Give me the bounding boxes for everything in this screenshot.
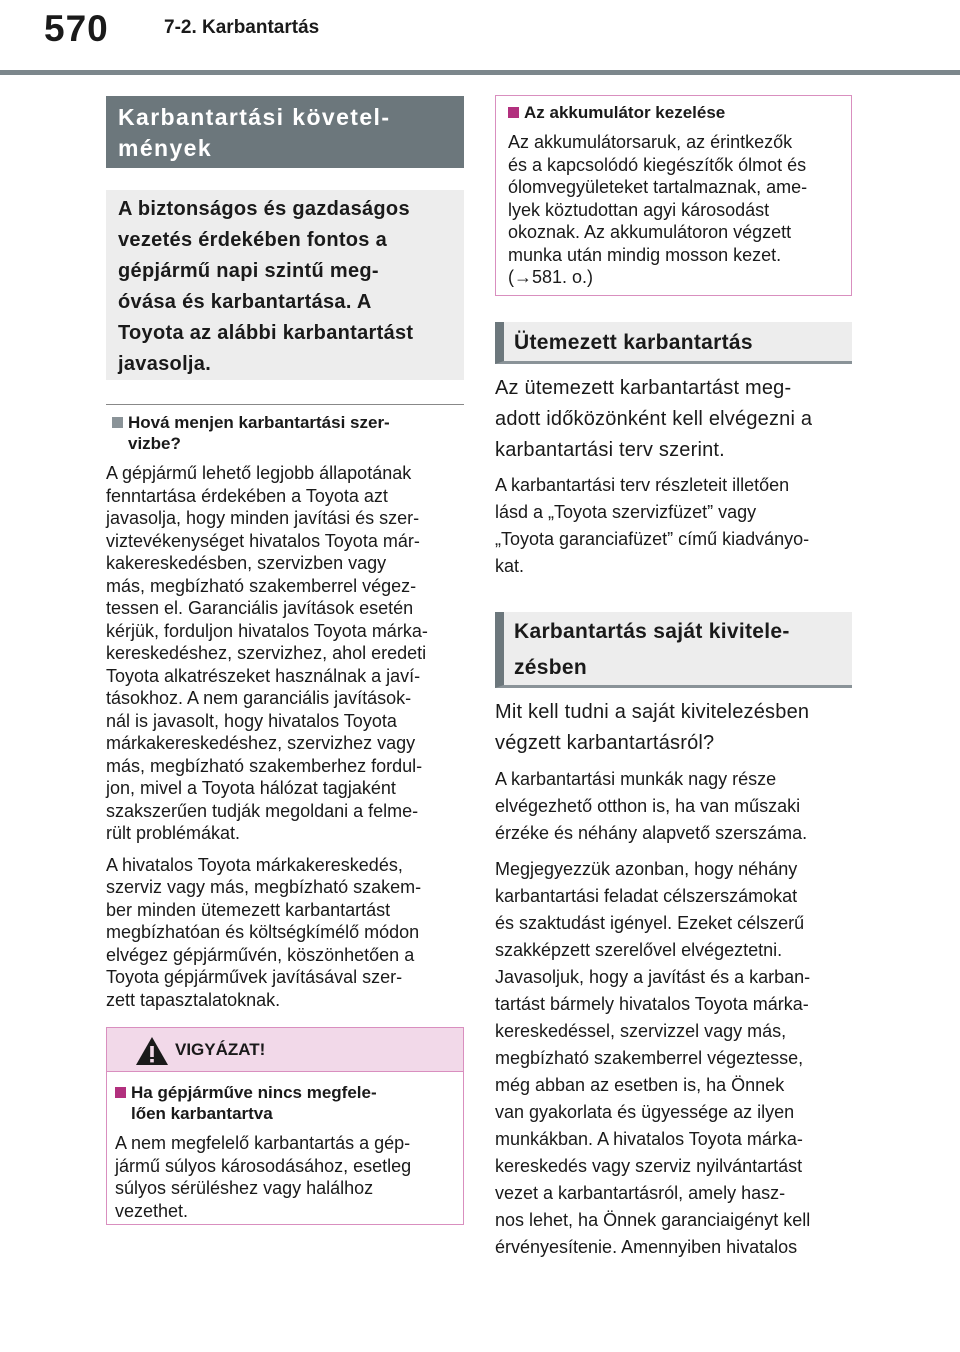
lead-line: karbantartási terv szerint. — [495, 439, 725, 461]
text-line: A karbantartási terv részleteit illetően — [495, 475, 790, 495]
text-line: ber minden ütemezett karbantartást — [106, 899, 391, 920]
text-line: kérjük, forduljon hivatalos Toyota márka- — [106, 620, 428, 641]
intro-line: Toyota az alábbi karbantartást — [118, 322, 414, 344]
text-line: A gépjármű lehető legjobb állapotának — [106, 463, 412, 483]
square-bullet-icon — [115, 1087, 126, 1098]
text-line: viztevékenységet hivatalos Toyota már- — [106, 530, 420, 551]
intro-line: gépjármű napi szintű meg- — [118, 260, 379, 282]
diy-heading — [495, 612, 852, 688]
text-line: okoznak. Az akkumulátoron végzett — [508, 222, 792, 242]
text-line: vezethet. — [115, 1200, 189, 1221]
text-line: A nem megfelelő karbantartás a gép- — [115, 1133, 411, 1153]
header-rule — [0, 70, 960, 75]
where-heading-line: Hová menjen karbantartási szer- — [128, 413, 390, 432]
text-line: más, megbízható szakemberrel végez- — [106, 575, 417, 596]
main-heading-line: mények — [118, 135, 213, 161]
text-line: kereskedéssel, szervizzel vagy más, — [495, 1021, 787, 1041]
where-heading — [112, 412, 464, 454]
text-line: javasolja, hogy minden javítási és szer- — [106, 508, 420, 528]
text-line: (→581. o.) — [508, 267, 594, 287]
text-line: munkákban. A hivatalos Toyota márka- — [495, 1129, 803, 1149]
text-line: nál is javasolt, hogy hivatalos Toyota — [106, 710, 397, 731]
text-line: tartást bármely hivatalos Toyota márka- — [495, 994, 809, 1014]
diy-text — [495, 766, 857, 1270]
text-line: fenntartása érdekében a Toyota azt — [106, 485, 388, 506]
text-line: ólomvegyületeket tartalmaznak, ame- — [508, 177, 808, 197]
text-line: lásd a „Toyota szervizfüzet” vagy — [495, 502, 757, 522]
intro-line: vezetés érdekében fontos a — [118, 229, 388, 251]
lead-line: Mit kell tudni a saját kivitelezésben — [495, 701, 810, 723]
text-line: elvégez gépjárművén, köszönhetően a — [106, 944, 415, 965]
text-line: és szaktudást igényel. Ezeket célszerű — [495, 913, 805, 933]
text-line: megbízhatóan és költségkímélő módon — [106, 922, 420, 942]
warning-triangle-icon — [135, 1036, 169, 1066]
diy-lead — [495, 697, 857, 759]
warning-text — [115, 1132, 460, 1222]
text-line: szakszerűen tudják megoldani a felme- — [106, 800, 419, 821]
square-bullet-icon — [508, 107, 519, 118]
divider — [106, 404, 464, 405]
text-line: és a kapcsolódó kiegészítők ólmot és — [508, 154, 807, 175]
text-line: lyek köztudottan agyi károsodást — [508, 199, 770, 220]
text-line: tessen el. Garanciális javítások esetén — [106, 598, 414, 618]
warning-heading-line: lően karbantartva — [131, 1104, 273, 1123]
paragraph — [495, 766, 857, 847]
text-line: jon, mivel a Toyota hálózat tagjaként — [106, 778, 396, 798]
battery-text — [508, 131, 839, 289]
lead-line: végzett karbantartásról? — [495, 732, 715, 754]
text-line: érvényesítenie. Amennyiben hivatalos — [495, 1237, 798, 1257]
battery-note-box — [495, 95, 852, 296]
paragraph — [106, 854, 468, 1012]
warning-heading — [115, 1082, 455, 1124]
text-line: karbantartási feladat célszerszámokat — [495, 886, 798, 906]
intro-line: javasolja. — [118, 353, 212, 375]
battery-heading — [508, 102, 839, 123]
intro-line: A biztonságos és gazdaságos — [118, 198, 410, 220]
intro-line: óvása és karbantartása. A — [118, 291, 372, 313]
text-line: van gyakorlata és ügyessége az ilyen — [495, 1102, 795, 1122]
text-line: más, megbízható szakemberhez fordul- — [106, 755, 423, 776]
text-line: Javasoljuk, hogy a javítást és a karban- — [495, 967, 811, 987]
paragraph — [495, 856, 857, 1261]
text-line: Az akkumulátorsaruk, az érintkezők — [508, 132, 793, 152]
scheduled-lead — [495, 373, 857, 466]
warning-header — [107, 1028, 463, 1072]
page-number: 570 — [44, 8, 109, 49]
text-line: kakereskedésben, szervizben vagy — [106, 553, 387, 573]
main-heading-line: Karbantartási követel- — [118, 104, 391, 130]
text-line: megbízható szakemberrel végeztesse, — [495, 1048, 804, 1068]
warning-heading-line: Ha gépjárműve nincs megfele- — [131, 1083, 377, 1102]
text-line: kat. — [495, 556, 525, 576]
text-line: súlyos sérüléshez vagy halálhoz — [115, 1178, 374, 1198]
diy-heading-line: Karbantartás saját kivitele- — [514, 620, 790, 643]
text-line: Toyota alkatrészeket használnak a javí- — [106, 665, 421, 686]
scheduled-heading: Ütemezett karbantartás — [495, 322, 852, 364]
lead-line: Az ütemezett karbantartást meg- — [495, 377, 792, 399]
text-line: Toyota gépjárművek javításával szer- — [106, 967, 403, 987]
square-bullet-icon — [112, 417, 123, 428]
scheduled-text — [495, 472, 857, 580]
text-line: kereskedés vagy szerviz nyilvántartást — [495, 1156, 803, 1176]
text-line: A hivatalos Toyota márkakereskedés, — [106, 854, 403, 875]
text-line: jármű súlyos károsodásához, esetleg — [115, 1155, 412, 1176]
intro-box — [106, 190, 464, 380]
text-line: szerviz vagy más, megbízható szakem- — [106, 877, 422, 897]
left-body — [106, 462, 468, 1020]
text-line: Megjegyezzük azonban, hogy néhány — [495, 859, 798, 879]
battery-heading-text: Az akkumulátor kezelése — [524, 103, 726, 122]
text-line: A karbantartási munkák nagy része — [495, 769, 777, 789]
text-line: nos lehet, ha Önnek garanciaigényt kell — [495, 1210, 811, 1230]
main-heading — [106, 96, 464, 168]
text-line: kereskedéshez, szervizhez, ahol eredeti — [106, 643, 427, 663]
text-line: zett tapasztalatoknak. — [106, 989, 281, 1010]
where-heading-line: vizbe? — [128, 434, 181, 453]
text-line: rült problémákat. — [106, 823, 241, 843]
text-line: elvégezhető otthon is, ha van műszaki — [495, 796, 801, 816]
warning-box — [106, 1027, 464, 1225]
paragraph — [106, 462, 468, 845]
text-line: „Toyota garanciafüzet” című kiadványo- — [495, 529, 810, 549]
text-line: szakképzett szerelővel elvégeztetni. — [495, 940, 783, 960]
warning-title: VIGYÁZAT! — [175, 1040, 266, 1059]
text-line: még abban az esetben is, ha Önnek — [495, 1075, 785, 1095]
text-line: tásokhoz. A nem garanciális javítások- — [106, 688, 412, 708]
section-title: 7-2. Karbantartás — [164, 17, 320, 38]
text-line: márkakereskedéshez, szervizhez vagy — [106, 733, 416, 753]
diy-heading-line: zésben — [514, 656, 587, 679]
text-line: munka után mindig mosson kezet. — [508, 244, 782, 265]
lead-line: adott időközönként kell elvégezni a — [495, 408, 813, 430]
text-line: vezet a karbantartásról, amely hasz- — [495, 1183, 786, 1203]
text-line: érzéke és néhány alapvető szerszáma. — [495, 823, 808, 843]
